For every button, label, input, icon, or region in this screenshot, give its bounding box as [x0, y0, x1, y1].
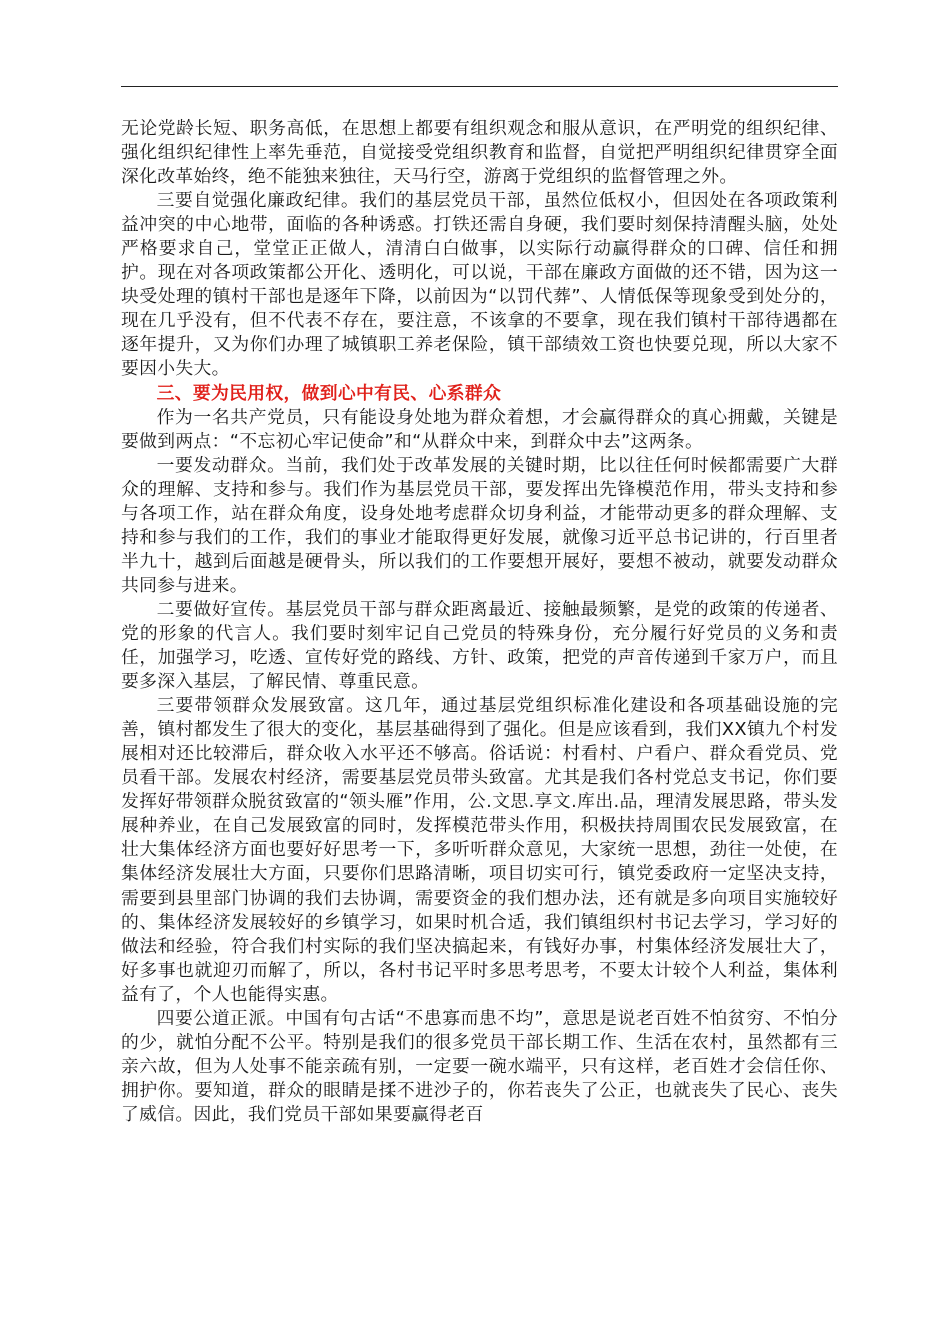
paragraph-fairness: 四要公道正派。中国有句古话“不患寡而患不均”，意思是说老百姓不怕贫穷、不怕分的少，就怕分配不公平。特别是我们的很多党员干部长期工作、生活在农村，虽然都有三亲六故，但为人处事不能亲疏有别，一定要一碗水端平，只有这样，老百姓才会信任你、拥护你。要知道，群众的眼睛是揉不进沙子的，你若丧失了公正，也就丧失了民心、丧失了威信。因此，我们党员干部如果要赢得老百	[121, 1007, 838, 1125]
paragraph-publicity: 二要做好宣传。基层党员干部与群众距离最近、接触最频繁，是党的政策的传递者、党的形象的代言人。我们要时刻牢记自己党员的特殊身份，充分履行好党员的义务和责任，加强学习，吃透、宣传好党的路线、方针、政策，把党的声音传递到千家万户，而且要多深入基层，了解民情、尊重民意。	[121, 598, 838, 693]
document-body	[121, 117, 838, 1127]
paragraph-clean-government: 三要自觉强化廉政纪律。我们的基层党员干部，虽然位低权小，但因处在各项政策利益冲突的中心地带，面临的各种诱惑。打铁还需自身硬，我们要时刻保持清醒头脑，处处严格要求自己，堂堂正正做人，清清白白做事，以实际行动赢得群众的口碑、信任和拥护。现在对各项政策都公开化、透明化，可以说，干部在廉政方面做的还不错，因为这一块受处理的镇村干部也是逐年下降，以前因为“以罚代葬”、人情低保等现象受到处分的，现在几乎没有，但不代表不存在，要注意，不该拿的不要拿，现在我们镇村干部待遇都在逐年提升，又为你们办理了城镇职工养老保险，镇干部绩效工资也快要兑现，所以大家不要因小失大。	[121, 190, 838, 380]
paragraph-intro: 作为一名共产党员，只有能设身处地为群众着想，才会赢得群众的真心拥戴，关键是要做到两点：“不忘初心牢记使命”和“从群众中来，到群众中去”这两条。	[121, 406, 838, 452]
section-heading: 三、要为民用权，做到心中有民、心系群众	[156, 382, 502, 404]
paragraph-prosperity: 三要带领群众发展致富。这几年，通过基层党组织标准化建设和各项基础设施的完善，镇村都发生了很大的变化，基层基础得到了强化。但是应该看到，我们XX镇九个村发展相对还比较滞后，群众收入水平还不够高。俗话说：村看村、户看户、群众看党员、党员看干部。发展农村经济，需要基层党员带头致富。尤其是我们各村党总支书记，你们要发挥好带领群众脱贫致富的“领头雁”作用，公.文思.享文.库出.品，理清发展思路，带头发展种养业，在自己发展致富的同时，发挥模范带头作用，积极扶持周围农民发展致富，在壮大集体经济方面也要好好思考一下，多听听群众意见，大家统一思想，劲往一处使，在集体经济发展壮大方面，只要你们思路清晰，项目切实可行，镇党委政府一定坚决支持，需要到县里部门协调的我们去协调，需要资金的我们想办法，还有就是多向项目实施较好的、集体经济发展较好的乡镇学习，如果时机合适，我们镇组织村书记去学习，学习好的做法和经验，符合我们村实际的我们坚决搞起来，有钱好办事，村集体经济发展壮大了，好多事也就迎刃而解了，所以，各村书记平时多思考思考，不要太计较个人利益，集体利益有了，个人也能得实惠。	[121, 695, 838, 1005]
paragraph-continuation: 无论党龄长短、职务高低，在思想上都要有组织观念和服从意识，在严明党的组织纪律、强化组织纪律性上率先垂范，自觉接受党组织教育和监督，自觉把严明组织纪律贯穿全面深化改革始终，绝不能独来独往，天马行空，游离于党组织的监督管理之外。	[121, 118, 838, 188]
paragraph-mobilize-masses: 一要发动群众。当前，我们处于改革发展的关键时期，比以往任何时候都需要广大群众的理解、支持和参与。我们作为基层党员干部，要发挥出先锋模范作用，带头支持和参与各项工作，站在群众角度，设身处地考虑群众切身利益，才能带动更多的群众理解、支持和参与我们的工作，我们的事业才能取得更好发展，就像习近平总书记讲的，行百里者半九十，越到后面越是硬骨头，所以我们的工作要想开展好，要想不被动，就要发动群众共同参与进来。	[121, 454, 838, 596]
header-rule	[121, 86, 838, 87]
